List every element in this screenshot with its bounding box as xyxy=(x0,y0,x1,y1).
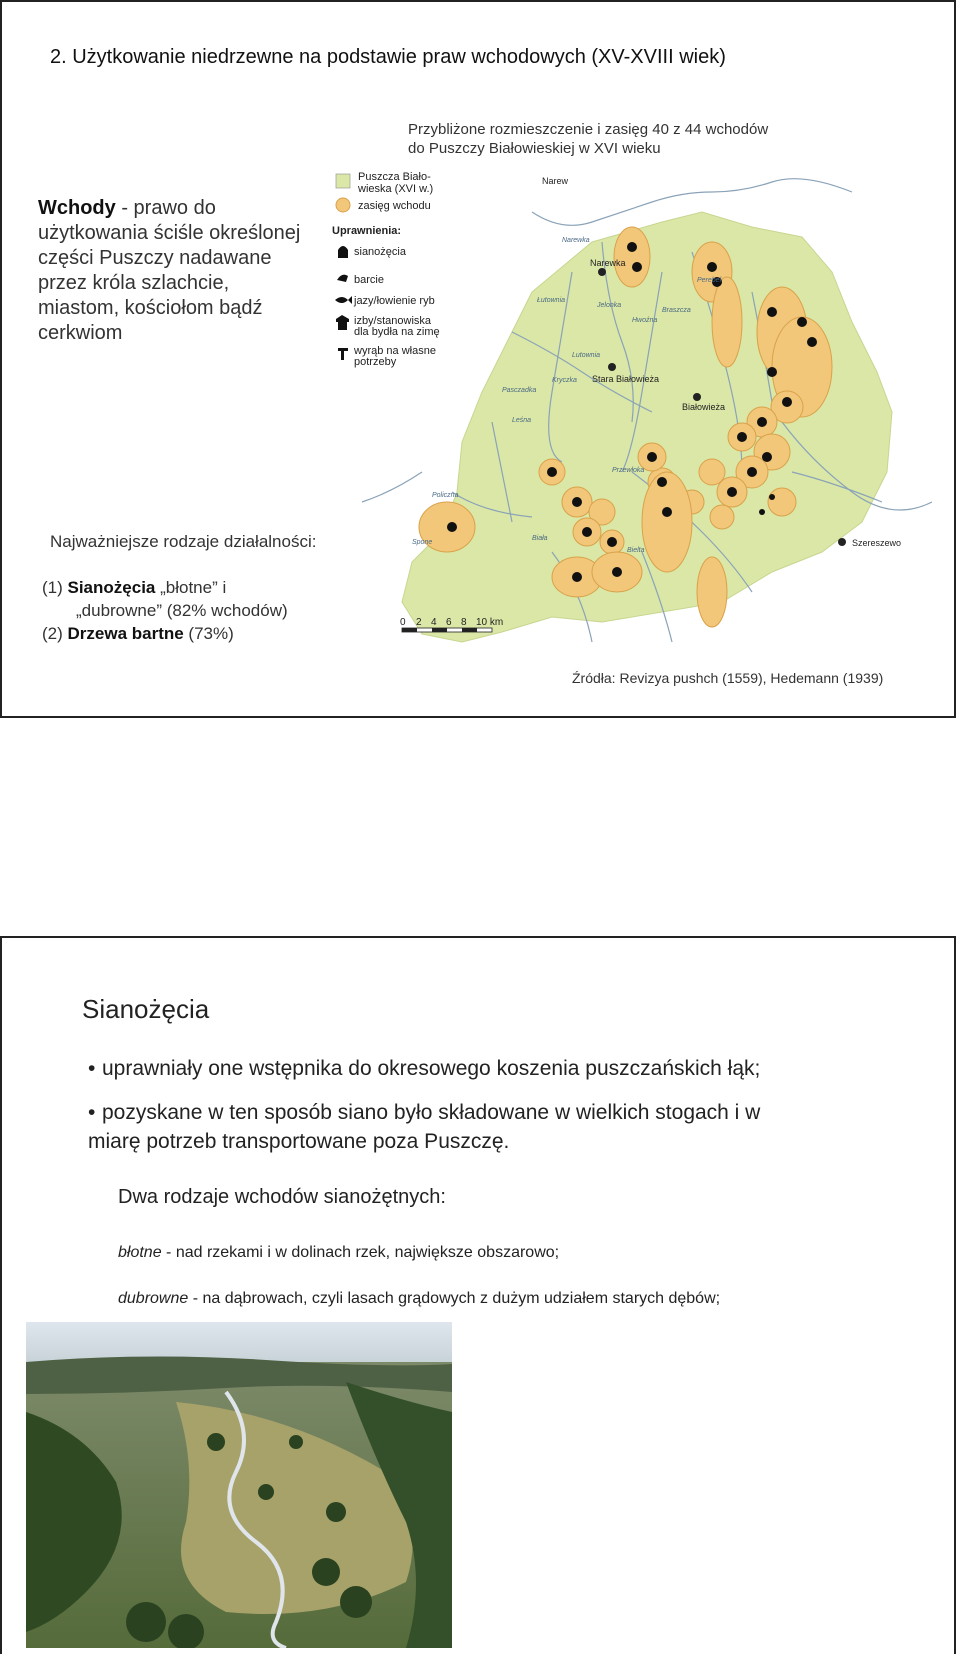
river-label: Pasczadka xyxy=(502,387,537,394)
map-svg xyxy=(332,172,932,692)
river-label: Łutownia xyxy=(537,297,566,304)
map-caption-line-1: Przybliżone rozmieszczenie i zasięg 40 z 44 wchodów xyxy=(408,121,769,138)
scale-tick: 0 xyxy=(400,617,406,628)
bullet-dot: • xyxy=(88,1057,96,1080)
river-label: Kryczka xyxy=(552,377,577,384)
legend-zone-label: zasięg wchodu xyxy=(358,200,431,212)
scale-tick: 2 xyxy=(416,617,422,628)
sources-note: Źródła: Revizya pushch (1559), Hedemann (1939) xyxy=(572,670,884,686)
activity-1-line-2: „dubrowne” (82% wchodów) xyxy=(76,601,288,620)
bullet-item-1 xyxy=(88,1054,888,1083)
place-label: Stara Białowieża xyxy=(592,374,660,384)
bullet-text: pozyskane w ten sposób siano było składowane w wielkich stogach i w xyxy=(102,1101,761,1124)
legend-item-label: potrzeby xyxy=(354,356,397,368)
bullet-text: uprawniały one wstępnika do okresowego koszenia puszczańskich łąk; xyxy=(102,1057,761,1080)
map-legend xyxy=(332,172,482,377)
river-label: Biała xyxy=(532,535,548,542)
slide-1 xyxy=(0,0,956,718)
bullet-text-line-2: miarę potrzeb transportowane poza Puszczę. xyxy=(88,1130,510,1153)
legend-item-label: izby/stanowiska xyxy=(354,315,432,327)
activity-item-2 xyxy=(42,622,288,645)
legend-forest-label: Puszcza Biało- xyxy=(358,172,431,183)
river-label: Spone xyxy=(412,539,433,546)
river-label: Leśna xyxy=(512,417,532,424)
bullet-item-2 xyxy=(88,1098,888,1156)
legend-forest-swatch xyxy=(336,174,350,188)
type-term: dubrowne xyxy=(118,1290,189,1307)
wchody-definition xyxy=(38,196,308,346)
wchody-term: Wchody xyxy=(38,197,116,219)
river-label: Bielta xyxy=(627,547,645,554)
river-label: Przewłoka xyxy=(612,467,645,474)
activity-1-rest: „błotne” i xyxy=(155,578,227,597)
photo-svg xyxy=(26,1322,452,1648)
activity-2-name: Drzewa bartne xyxy=(67,624,184,643)
river-label: Lutownia xyxy=(572,352,601,359)
slide-title: 2. Użytkowanie niedrzewne na podstawie praw wchodowych (XV-XVIII wiek) xyxy=(50,46,726,68)
bullet-dot: • xyxy=(88,1101,96,1124)
activity-2-rest: (73%) xyxy=(183,624,234,643)
wchody-text: - prawo do użytkowania ściśle określonej części Puszczy nadawane przez króla szlachcie, miastom, kościołom bądź cerkwiom xyxy=(38,197,301,344)
activity-item-1 xyxy=(42,576,288,622)
legend-item-label: sianożęcia xyxy=(354,246,406,258)
scale-tick: 10 km xyxy=(476,617,504,628)
type-term: błotne xyxy=(118,1244,162,1261)
activity-1-name: Sianożęcia xyxy=(67,578,156,597)
activities-list xyxy=(42,576,288,645)
place-label: Narew xyxy=(542,176,569,186)
river-label: Narewka xyxy=(562,237,590,244)
type-definition-dubrowne xyxy=(118,1290,720,1308)
legend-item-label: dla bydła na zimę xyxy=(354,326,440,338)
map-caption-line-2: do Puszczy Białowieskiej w XVI wieku xyxy=(408,140,661,157)
river-label: Perebel xyxy=(697,277,722,284)
place-label: Białowieża xyxy=(682,402,726,412)
river-label: Policzna xyxy=(432,492,459,499)
map-caption xyxy=(408,120,768,158)
scale-tick: 8 xyxy=(461,617,467,628)
legend-item-label: wyrąb na własne xyxy=(354,345,436,357)
legend-item-label: jazy/łowienie ryb xyxy=(354,295,435,307)
activity-2-number: (2) xyxy=(42,624,68,643)
river-label: Jelonka xyxy=(597,302,622,309)
place-label: Szereszewo xyxy=(852,538,902,548)
river-label: Hwoźna xyxy=(632,317,658,324)
scale-tick: 6 xyxy=(446,617,452,628)
legend-item-label: barcie xyxy=(354,274,384,286)
type-definition-blotne xyxy=(118,1244,559,1262)
legend-zone-swatch xyxy=(336,198,350,212)
place-label: Narewka xyxy=(590,258,626,268)
type-text: - nad rzekami i w dolinach rzek, największe obszarowo; xyxy=(161,1244,560,1261)
activity-1-number: (1) xyxy=(42,578,68,597)
slide-2 xyxy=(0,936,956,1654)
river-label: Braszcza xyxy=(662,307,691,314)
forest-map xyxy=(332,172,932,692)
legend-heading: Uprawnienia: xyxy=(332,225,402,237)
slide-title: Sianożęcia xyxy=(82,994,210,1024)
types-heading: Dwa rodzaje wchodów sianożętnych: xyxy=(118,1186,446,1208)
activities-heading: Najważniejsze rodzaje działalności: xyxy=(50,532,317,551)
type-text: - na dąbrowach, czyli lasach grądowych z dużym udziałem starych dębów; xyxy=(188,1290,721,1307)
aerial-meadow-photo xyxy=(26,1322,452,1648)
legend-forest-label-2: wieska (XVI w.) xyxy=(358,183,434,195)
scale-tick: 4 xyxy=(431,617,437,628)
